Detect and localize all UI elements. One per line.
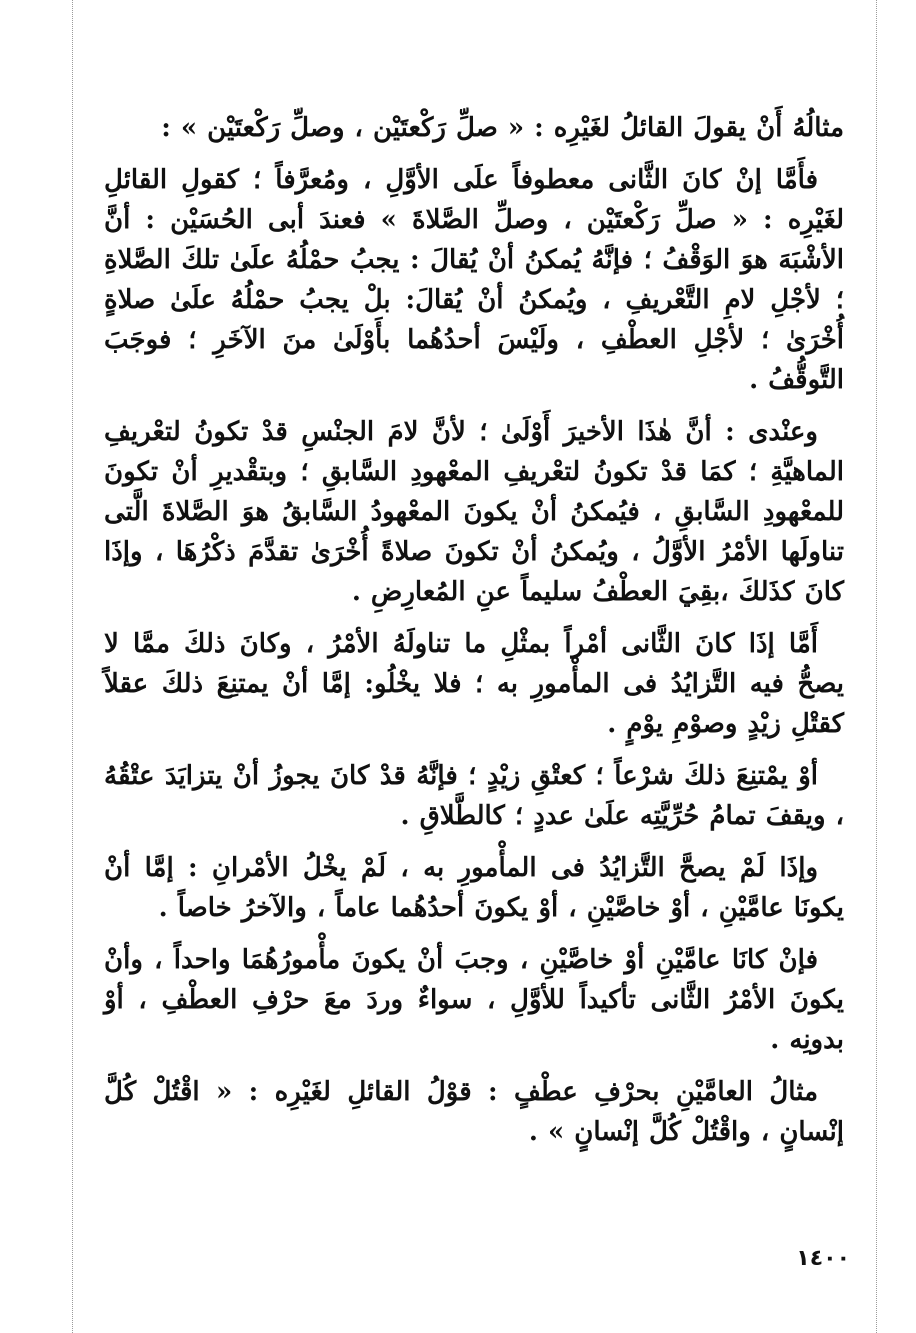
page-number: ١٤٠٠	[796, 1246, 850, 1271]
paragraph-1: مثالُهُ أَنْ يقولَ القائلُ لغَيْرِه : « صلِّ رَكْعتَيْن ، وصلِّ رَكْعتَيْن » :	[161, 113, 844, 143]
paragraph-6: وإذَا لَمْ يصحَّ التَّزايُدُ فى المأْمورِ به ، لَمْ يخْلُ الأمْرانِ : إمَّا أنْ يكونَا عامَّيْنِ ، أوْ خاصَّيْنِ ، أوْ يكونَ أحدُهُما عاماً ، والآخرُ خاصاً .	[104, 853, 844, 923]
paragraph-8: مثالُ العامَّيْنِ بحرْفِ عطْفٍ : قوْلُ القائلِ لغَيْرِه : « اقْتُلْ كُلَّ إنْسانٍ ، واقْتُلْ كُلَّ إنْسانٍ » .	[104, 1077, 844, 1147]
left-page-edge-dotted-line	[72, 0, 73, 1333]
paragraph-2: فأَمَّا إنْ كانَ الثَّانى معطوفاً علَى الأوَّلِ ، ومُعرَّفاً ؛ كقولِ القائلِ لغَيْرِه : « صلِّ رَكْعتَيْن ، وصلِّ الصَّلاةَ » فعندَ أبى الحُسَيْن : أنَّ الأشْبَهَ هوَ الوَقْفُ ؛ فإنَّهُ يُمكنُ أنْ يُقالَ : يجبُ حمْلُهُ علَىٰ تلكَ الصَّلاةِ ؛ لأجْلِ لامِ التَّعْريفِ ، ويُمكنُ أنْ يُقالَ: بلْ يجبُ حمْلُهُ علَىٰ صلاةٍ أُخْرَىٰ ؛ لأجْلِ العطْفِ ، ولَيْسَ أحدُهُما بأَوْلَىٰ منَ الآخَرِ ؛ فوجَبَ التَّوقُّفُ .	[104, 165, 844, 395]
right-page-edge-dotted-line	[876, 0, 877, 1333]
paragraph-5: أوْ يمْتنِعَ ذلكَ شرْعاً ؛ كعتْقِ زيْدٍ ؛ فإنَّهُ قدْ كانَ يجوزُ أنْ يتزايَدَ عتْقُهُ ، ويقفَ تمامُ حُرِّيَّتِه علَىٰ عددٍ ؛ كالطَّلاقِ .	[104, 761, 844, 831]
paragraph-4: أَمَّا إذَا كانَ الثَّانى أمْراً بمثْلِ ما تناولَهُ الأمْرُ ، وكانَ ذلكَ ممَّا لا يصحُّ فيه التَّزايُدُ فى المأْمورِ به ؛ فلا يخْلُو: إمَّا أنْ يمتنِعَ ذلكَ عقلاً كقتْلِ زيْدٍ وصوْمِ يوْمٍ .	[104, 629, 844, 739]
page-body-text	[104, 108, 844, 1164]
paragraph-7: فإنْ كانَا عامَّيْنِ أوْ خاصَّيْنِ ، وجبَ أنْ يكونَ مأْمورُهُمَا واحداً ، وأنْ يكونَ الأمْرُ الثَّانى تأكيداً للأوَّلِ ، سواءٌ وردَ معَ حرْفِ العطْفِ ، أوْ بدونِه .	[104, 945, 844, 1055]
paragraph-3: وعنْدى : أنَّ هٰذَا الأخيرَ أَوْلَىٰ ؛ لأنَّ لامَ الجنْسِ قدْ تكونُ لتعْريفِ الماهيَّةِ ؛ كمَا قدْ تكونُ لتعْريفِ المعْهودِ السَّابقِ ؛ وبتقْديرِ أنْ تكونَ للمعْهودِ السَّابقِ ، فيُمكنُ أنْ يكونَ المعْهودُ السَّابقُ هوَ الصَّلاةَ الَّتى تناولَها الأمْرُ الأوَّلُ ، ويُمكنُ أنْ تكونَ صلاةً أُخْرَىٰ تقدَّمَ ذكْرُهَا ، وإذَا كانَ كذَلكَ ،بقِيَ العطْفُ سليماً عنِ المُعارِضِ .	[104, 417, 844, 607]
